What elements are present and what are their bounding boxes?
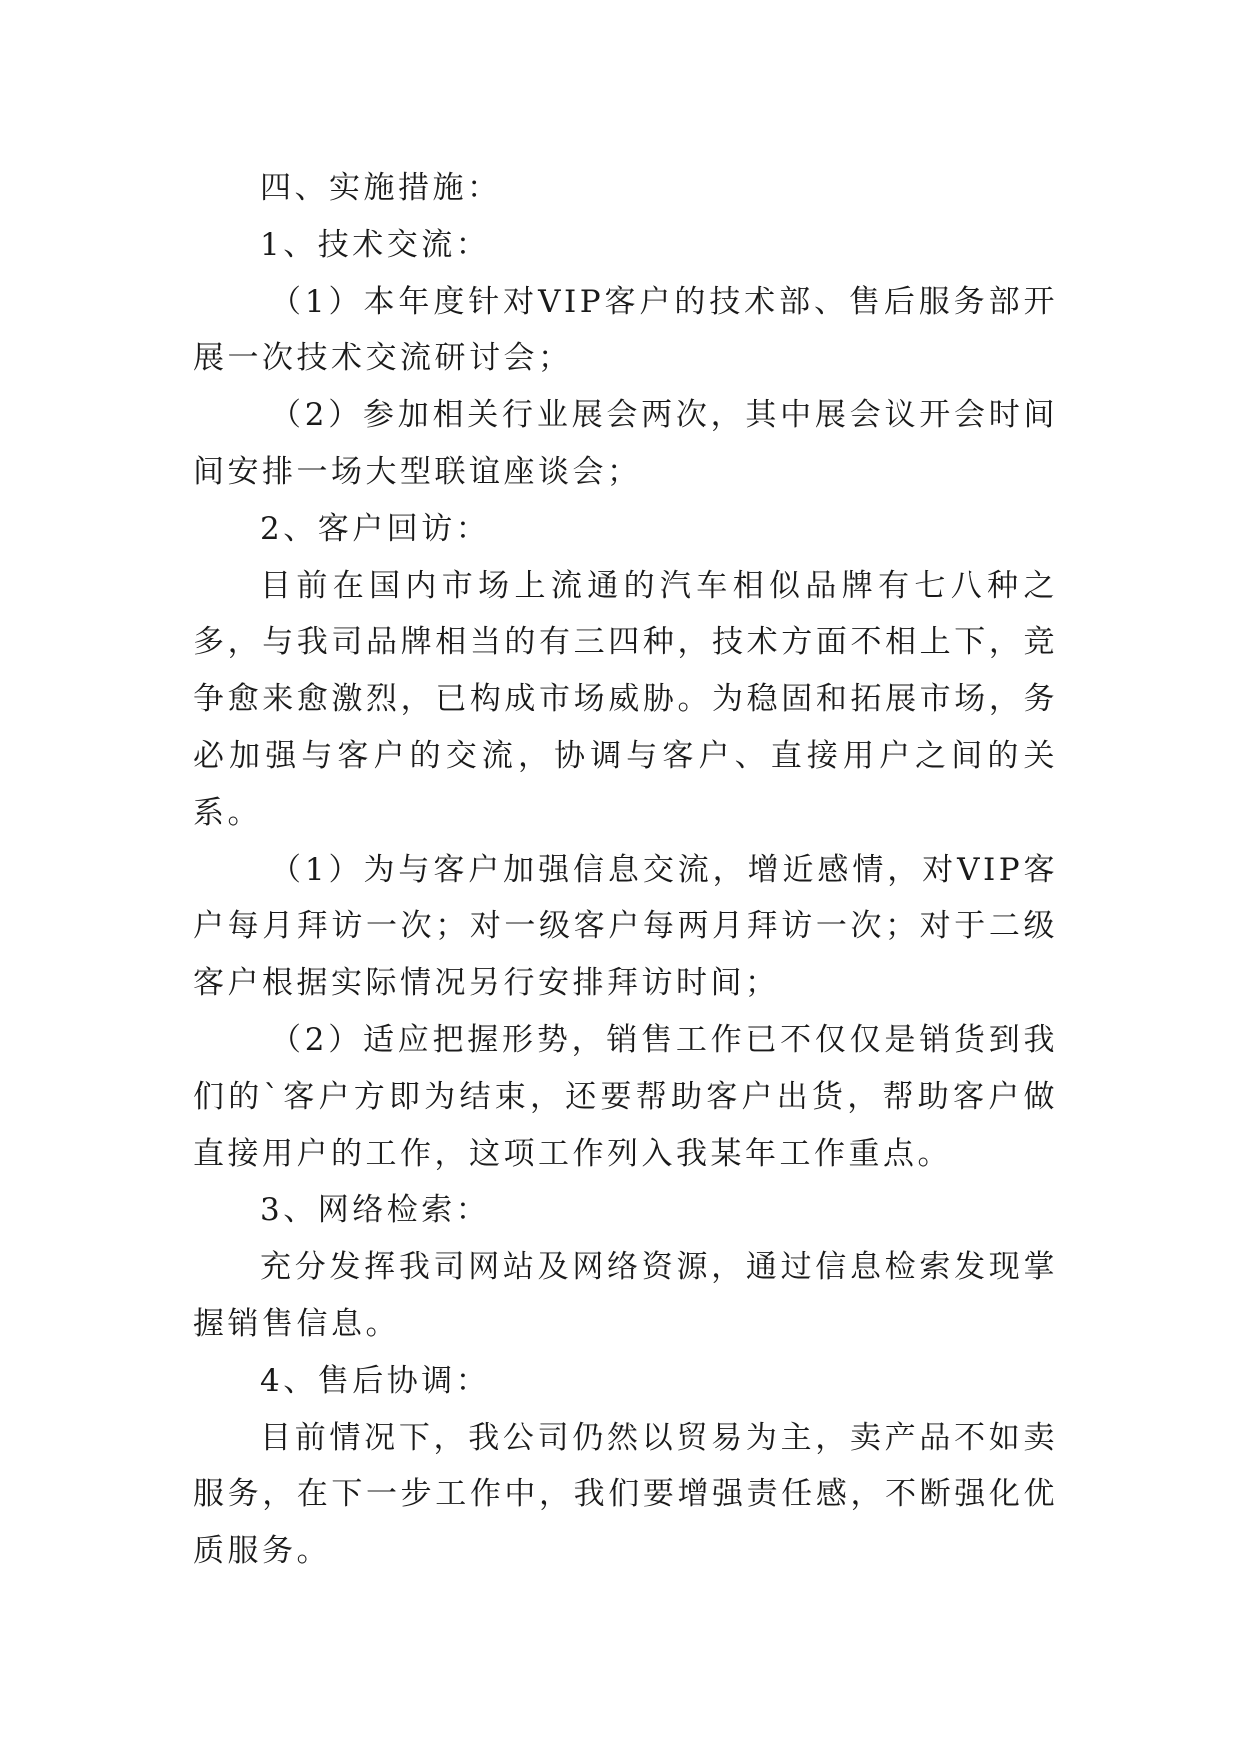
paragraph-trade-shows: （2）参加相关行业展会两次，其中展会议开会时间间安排一场大型联谊座谈会； [193, 397, 1058, 490]
subheading-tech-exchange: 1、技术交流： [260, 226, 491, 263]
paragraph-tech-seminar: （1）本年度针对VIP客户的技术部、售后服务部开展一次技术交流研讨会； [193, 283, 1058, 377]
subheading-after-sales: 4、售后协调： [260, 1362, 491, 1399]
subheading-network-search: 3、网络检索： [260, 1192, 491, 1229]
paragraph-service-quality: 目前情况下，我公司仍然以贸易为主，卖产品不如卖服务，在下一步工作中，我们要增强责任感，不断强化优质服务。 [193, 1419, 1058, 1570]
section-heading-measures: 四、实施措施： [260, 170, 502, 206]
paragraph-visit-schedule: （1）为与客户加强信息交流，增近感情，对VIP客户每月拜访一次；对一级客户每两月拜访一次；对于二级客户根据实际情况另行安排拜访时间； [193, 851, 1058, 1002]
document-page [193, 160, 1058, 1580]
paragraph-market-competition: 目前在国内市场上流通的汽车相似品牌有七八种之多，与我司品牌相当的有三四种，技术方面不相上下，竞争愈来愈激烈，已构成市场威胁。为稳固和拓展市场，务必加强与客户的交流，协调与客户、直接用户之间的关系。 [193, 567, 1058, 831]
paragraph-sales-focus: （2）适应把握形势，销售工作已不仅仅是销货到我们的`客户方即为结束，还要帮助客户出货，帮助客户做直接用户的工作，这项工作列入我某年工作重点。 [193, 1021, 1058, 1172]
paragraph-network-resources: 充分发挥我司网站及网络资源，通过信息检索发现掌握销售信息。 [193, 1249, 1058, 1342]
subheading-customer-visits: 2、客户回访： [260, 510, 491, 547]
